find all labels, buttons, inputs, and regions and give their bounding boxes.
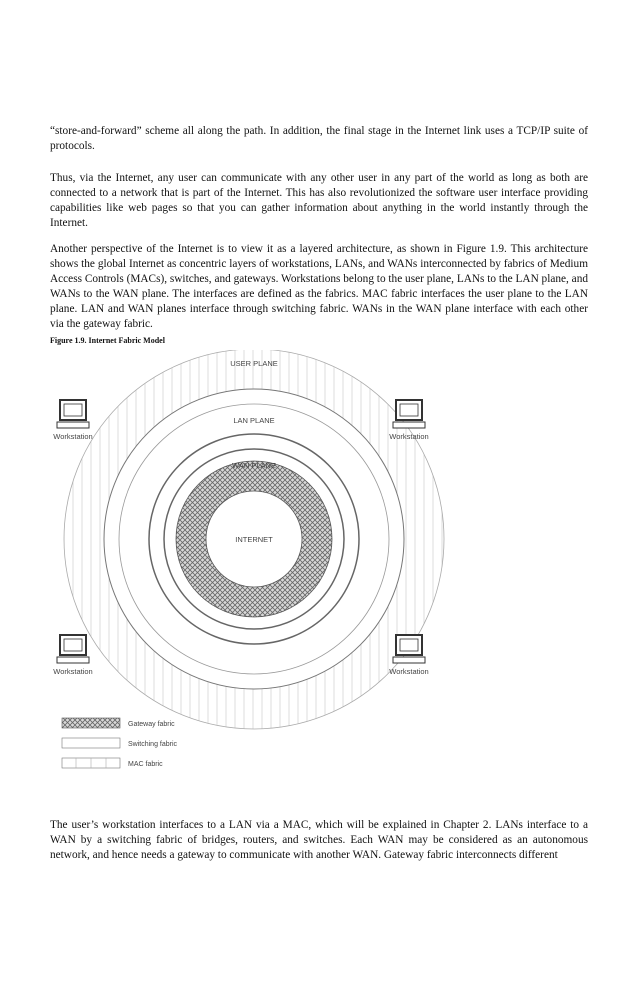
legend-mac-label: MAC fabric	[128, 761, 163, 768]
workstation-top-left	[53, 400, 92, 441]
legend-switching-label: Switching fabric	[128, 741, 178, 748]
computer-icon	[393, 635, 425, 663]
internet-label: INTERNET	[235, 535, 273, 544]
switching-fabric-swatch	[62, 738, 120, 748]
internet-fabric-diagram	[40, 350, 600, 790]
lan-plane-label: LAN PLANE	[233, 416, 275, 425]
computer-icon	[393, 400, 425, 428]
figure-legend	[62, 718, 178, 768]
gateway-fabric-swatch	[62, 718, 120, 728]
user-plane-label: USER PLANE	[230, 359, 278, 368]
workstation-label: Workstation	[389, 432, 429, 441]
figure-caption: Figure 1.9. Internet Fabric Model	[50, 336, 165, 345]
legend-gateway-label: Gateway fabric	[128, 721, 175, 728]
paragraph-4: The user’s workstation interfaces to a LAN via a MAC, which will be explained in Chapter 2. LANs interface to a WAN by a switching fabric of bridges, routers, and switches. Each WAN may be considered as an autonomous network, and hence needs a gateway to communicate with another WAN. Gateway fabric interconnects different	[50, 819, 588, 861]
computer-icon	[57, 400, 89, 428]
paragraph-3: Another perspective of the Internet is to view it as a layered architecture, as shown in Figure 1.9. This architecture shows the global Internet as concentric layers of workstations, LANs, and WANs interconnected by fabrics of Medium Access Controls (MACs), switches, and gateways. Workstations belong to the user plane, LANs to the LAN plane, and WANs to the WAN plane. The interfaces are defined as the fabrics. MAC fabric interfaces the user plane to the LAN plane. LAN and WAN planes interface through switching fabric. WANs in the WAN plane interface with each other via the gateway fabric.	[50, 243, 588, 330]
workstation-top-right	[389, 400, 428, 441]
workstation-label: Workstation	[389, 667, 429, 676]
workstation-label: Workstation	[53, 432, 93, 441]
workstation-bottom-left	[53, 635, 92, 676]
workstation-bottom-right	[389, 635, 428, 676]
paragraph-1: “store-and-forward” scheme all along the path. In addition, the final stage in the Internet link uses a TCP/IP suite of protocols.	[50, 125, 588, 152]
workstation-label: Workstation	[53, 667, 93, 676]
paragraph-2: Thus, via the Internet, any user can communicate with any other user in any part of the world as long as both are connected to a network that is part of the Internet. This has also revolutionized the software user interface providing capabilities like web pages so that you can gather information about anything in the world instantly through the Internet.	[50, 172, 588, 229]
computer-icon	[57, 635, 89, 663]
wan-plane-label: WAN PLANE	[232, 461, 276, 470]
